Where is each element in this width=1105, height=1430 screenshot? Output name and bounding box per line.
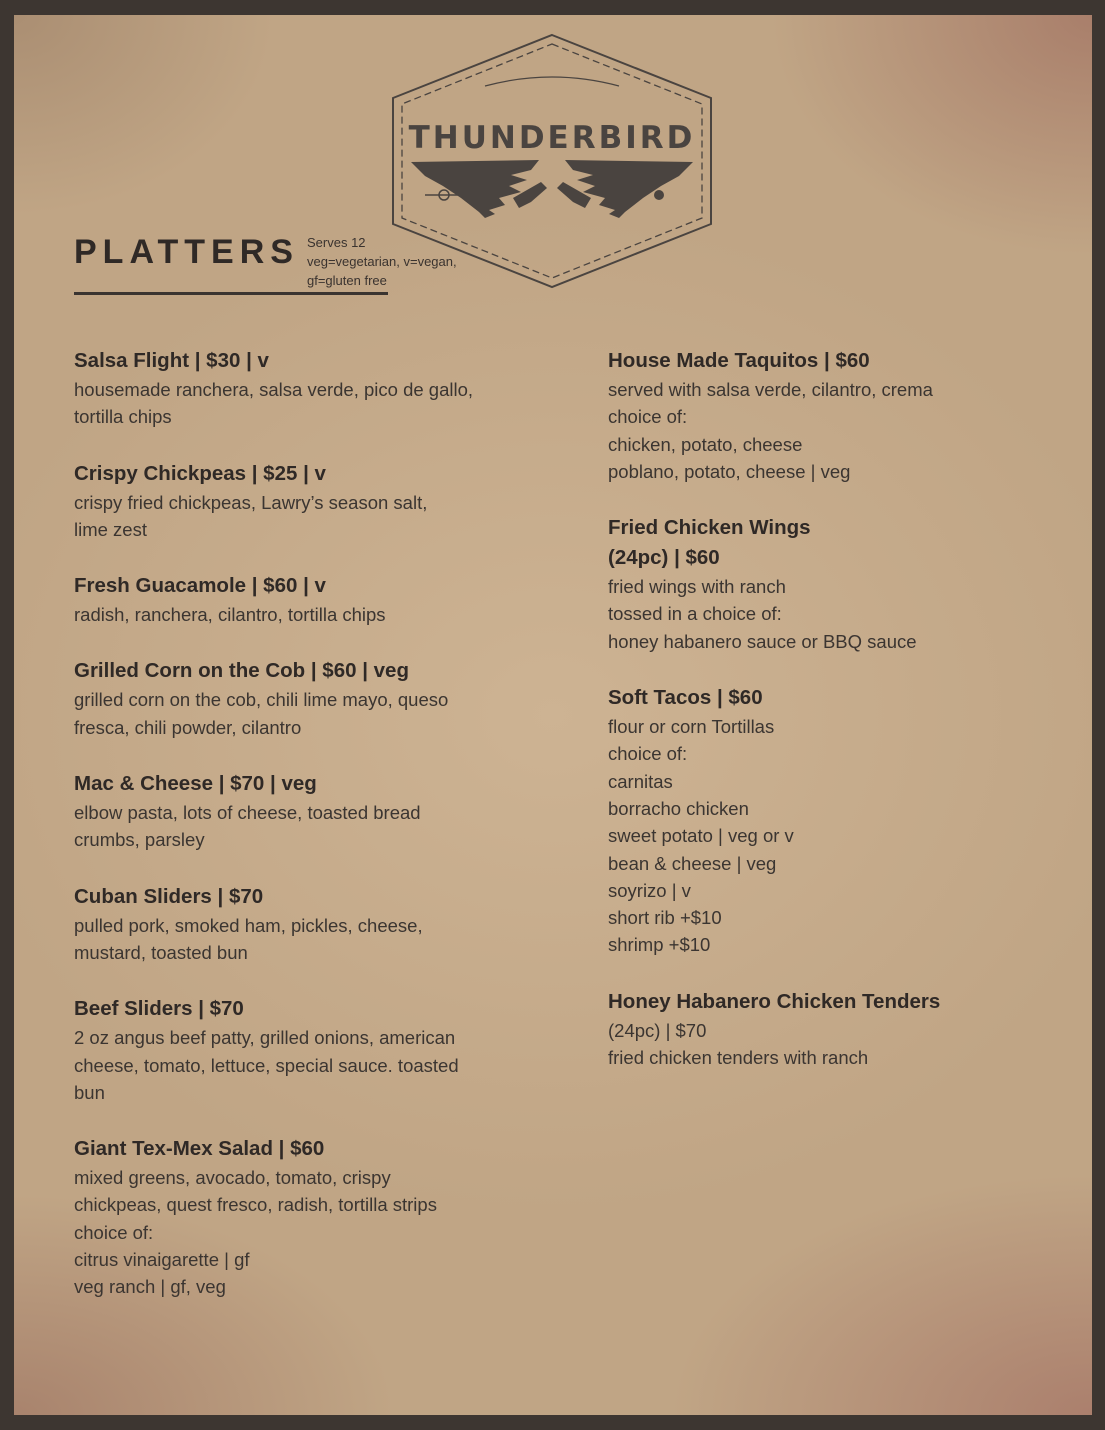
- item-description: (24pc) | $70: [608, 1019, 707, 1041]
- item-description: borracho chicken: [608, 797, 749, 819]
- menu-item: [74, 459, 524, 544]
- item-title: Fried Chicken Wings: [608, 516, 811, 540]
- item-description: choice of:: [608, 406, 688, 428]
- menu-page: [14, 15, 1092, 1415]
- serves-note: Serves 12: [307, 235, 366, 250]
- menu-item: [608, 683, 1078, 959]
- item-description: mustard, toasted bun: [74, 941, 248, 963]
- item-title: Soft Tacos | $60: [608, 686, 763, 710]
- menu-item: [608, 513, 1078, 655]
- item-description: served with salsa verde, cilantro, crema: [608, 379, 933, 400]
- item-description: shrimp +$10: [608, 934, 711, 956]
- menu-item: [74, 571, 524, 628]
- item-description: bean & cheese | veg: [608, 852, 777, 874]
- item-description: elbow pasta, lots of cheese, toasted bread: [74, 802, 421, 824]
- menu-item: [74, 882, 524, 967]
- item-title: Giant Tex-Mex Salad | $60: [74, 1137, 325, 1161]
- title-underline: [74, 292, 388, 295]
- item-description: crumbs, parsley: [74, 829, 205, 851]
- item-description: housemade ranchera, salsa verde, pico de gallo,: [74, 379, 474, 400]
- item-title: Honey Habanero Chicken Tenders: [608, 989, 941, 1013]
- item-description: pulled pork, smoked ham, pickles, cheese,: [74, 914, 423, 936]
- item-description: chickpeas, quest fresco, radish, tortilla strips: [74, 1194, 437, 1216]
- menu-item: [74, 994, 524, 1106]
- menu-item: [74, 656, 524, 741]
- item-description: 2 oz angus beef patty, grilled onions, american: [74, 1027, 456, 1049]
- item-title: House Made Taquitos | $60: [608, 349, 870, 372]
- right-emblem-icon: [654, 190, 664, 200]
- menu-item: [608, 987, 1078, 1072]
- item-title: Grilled Corn on the Cob | $60 | veg: [74, 659, 409, 683]
- menu-item: [608, 346, 1078, 485]
- item-title: Salsa Flight | $30 | v: [74, 349, 269, 372]
- item-description: poblano, potato, cheese | veg: [608, 460, 851, 482]
- item-description: chicken, potato, cheese: [608, 433, 803, 455]
- legend-line-2: gf=gluten free: [307, 273, 387, 288]
- item-description: honey habanero sauce or BBQ sauce: [608, 630, 917, 652]
- item-description: fried wings with ranch: [608, 576, 786, 598]
- legend-line-1: veg=vegetarian, v=vegan,: [307, 254, 457, 269]
- item-description: choice of:: [608, 743, 688, 765]
- item-description: flour or corn Tortillas: [608, 716, 775, 738]
- item-title-continued: (24pc) | $60: [608, 546, 720, 570]
- menu-item: [74, 1134, 524, 1300]
- item-description: fresca, chili powder, cilantro: [74, 716, 302, 738]
- item-description: mixed greens, avocado, tomato, crispy: [74, 1167, 391, 1189]
- item-description: crispy fried chickpeas, Lawry’s season salt,: [74, 491, 428, 513]
- eagle-right-icon: [557, 160, 693, 218]
- item-description: choice of:: [74, 1221, 154, 1243]
- brand-text: THUNDERBIRD: [408, 120, 696, 156]
- item-description: veg ranch | gf, veg: [74, 1276, 226, 1298]
- item-description: carnitas: [608, 770, 673, 792]
- item-description: cheese, tomato, lettuce, special sauce. toasted: [74, 1054, 459, 1076]
- item-description: soyrizo | v: [608, 879, 691, 901]
- right-column: [608, 346, 1078, 1099]
- page-title: PLATTERS: [74, 233, 299, 271]
- item-description: tortilla chips: [74, 406, 172, 428]
- item-title: Beef Sliders | $70: [74, 997, 244, 1021]
- eagle-left-icon: [411, 160, 547, 218]
- left-column: [74, 346, 524, 1329]
- item-description: citrus vinaigarette | gf: [74, 1249, 250, 1271]
- item-description: sweet potato | veg or v: [608, 825, 794, 847]
- item-description: radish, ranchera, cilantro, tortilla chips: [74, 604, 386, 626]
- item-description: fried chicken tenders with ranch: [608, 1047, 869, 1069]
- item-description: short rib +$10: [608, 907, 722, 929]
- item-description: bun: [74, 1081, 105, 1103]
- item-description: lime zest: [74, 518, 147, 540]
- item-description: tossed in a choice of:: [608, 603, 782, 625]
- menu-item: [74, 769, 524, 854]
- item-title: Crispy Chickpeas | $25 | v: [74, 461, 326, 485]
- item-title: Cuban Sliders | $70: [74, 884, 264, 908]
- item-title: Fresh Guacamole | $60 | v: [74, 574, 326, 598]
- menu-item: [74, 346, 524, 431]
- item-description: grilled corn on the cob, chili lime mayo, queso: [74, 689, 449, 711]
- item-title: Mac & Cheese | $70 | veg: [74, 772, 317, 796]
- legend: [307, 233, 487, 290]
